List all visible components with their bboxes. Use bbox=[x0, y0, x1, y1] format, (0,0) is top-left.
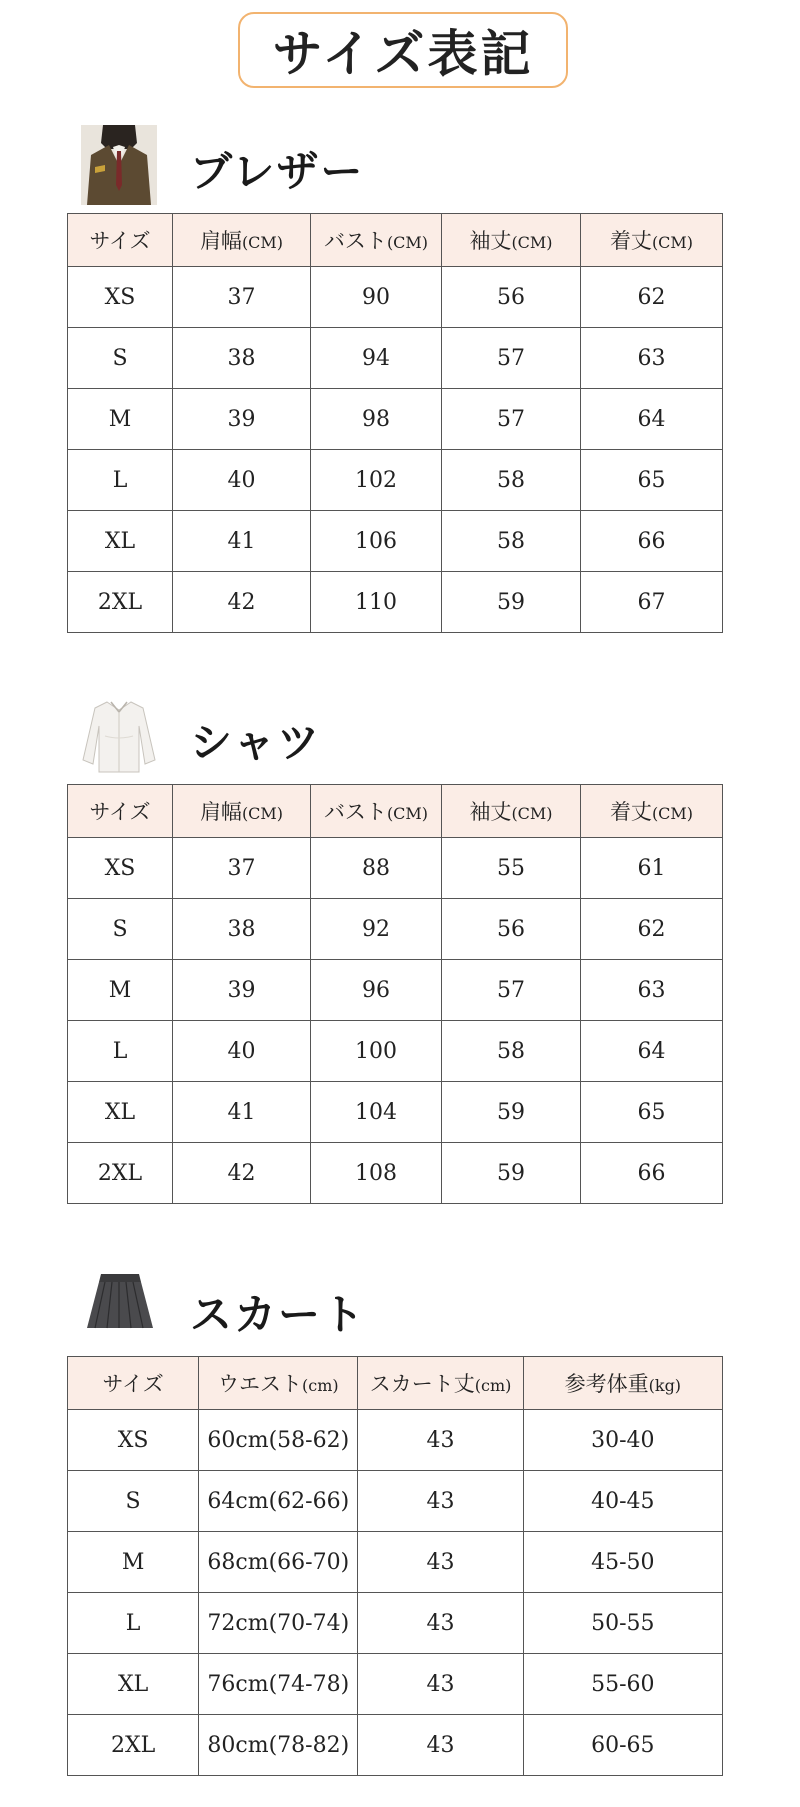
table-cell: 59 bbox=[442, 572, 581, 633]
table-row bbox=[68, 960, 723, 1021]
table-cell: XL bbox=[68, 1654, 199, 1715]
table-row bbox=[68, 899, 723, 960]
table-cell: XS bbox=[68, 1410, 199, 1471]
table-cell: 43 bbox=[358, 1410, 523, 1471]
table-cell: 64 bbox=[581, 389, 723, 450]
column-header: バスト(CM) bbox=[311, 214, 442, 267]
column-header: サイズ bbox=[68, 1357, 199, 1410]
table-cell: 92 bbox=[311, 899, 442, 960]
table-cell: 80cm(78-82) bbox=[199, 1715, 358, 1776]
table-cell: 43 bbox=[358, 1715, 523, 1776]
table-cell: 45-50 bbox=[523, 1532, 722, 1593]
shirt-size-table bbox=[67, 784, 723, 1204]
table-cell: 65 bbox=[581, 450, 723, 511]
table-row bbox=[68, 1593, 723, 1654]
table-row bbox=[68, 389, 723, 450]
table-cell: 60-65 bbox=[523, 1715, 722, 1776]
table-cell: 30-40 bbox=[523, 1410, 722, 1471]
table-row bbox=[68, 267, 723, 328]
table-cell: 37 bbox=[173, 838, 311, 899]
table-cell: L bbox=[68, 1593, 199, 1654]
table-cell: 88 bbox=[311, 838, 442, 899]
column-header: スカート丈(cm) bbox=[358, 1357, 523, 1410]
table-cell: 39 bbox=[173, 960, 311, 1021]
table-cell: 57 bbox=[442, 389, 581, 450]
table-cell: 66 bbox=[581, 1143, 723, 1204]
column-header: サイズ bbox=[68, 785, 173, 838]
table-cell: 57 bbox=[442, 960, 581, 1021]
table-cell: 43 bbox=[358, 1654, 523, 1715]
table-cell: 41 bbox=[173, 1082, 311, 1143]
table-cell: M bbox=[68, 389, 173, 450]
column-header: 袖丈(CM) bbox=[442, 214, 581, 267]
table-cell: 55 bbox=[442, 838, 581, 899]
column-header: 肩幅(CM) bbox=[173, 214, 311, 267]
table-cell: 102 bbox=[311, 450, 442, 511]
table-cell: 50-55 bbox=[523, 1593, 722, 1654]
table-header-row bbox=[68, 1357, 723, 1410]
table-cell: 59 bbox=[442, 1143, 581, 1204]
table-cell: XS bbox=[68, 267, 173, 328]
skirt-photo bbox=[81, 1268, 157, 1348]
table-cell: 64 bbox=[581, 1021, 723, 1082]
table-header-row bbox=[68, 214, 723, 267]
table-cell: 58 bbox=[442, 450, 581, 511]
table-cell: 100 bbox=[311, 1021, 442, 1082]
column-header: 袖丈(CM) bbox=[442, 785, 581, 838]
column-header: 着丈(CM) bbox=[581, 214, 723, 267]
shirt-photo bbox=[81, 696, 157, 776]
table-cell: 98 bbox=[311, 389, 442, 450]
table-cell: 63 bbox=[581, 960, 723, 1021]
table-cell: 62 bbox=[581, 899, 723, 960]
table-cell: 68cm(66-70) bbox=[199, 1532, 358, 1593]
table-cell: 104 bbox=[311, 1082, 442, 1143]
table-cell: 43 bbox=[358, 1532, 523, 1593]
table-cell: 56 bbox=[442, 899, 581, 960]
table-row bbox=[68, 1715, 723, 1776]
table-cell: 40 bbox=[173, 450, 311, 511]
table-cell: 37 bbox=[173, 267, 311, 328]
table-cell: 63 bbox=[581, 328, 723, 389]
blazer-photo bbox=[81, 125, 157, 205]
blazer-size-table bbox=[67, 213, 723, 633]
table-header-row bbox=[68, 785, 723, 838]
table-cell: 110 bbox=[311, 572, 442, 633]
table-row bbox=[68, 1082, 723, 1143]
table-row bbox=[68, 1532, 723, 1593]
table-cell: 90 bbox=[311, 267, 442, 328]
table-cell: XS bbox=[68, 838, 173, 899]
table-cell: 43 bbox=[358, 1471, 523, 1532]
column-header: 参考体重(kg) bbox=[523, 1357, 722, 1410]
table-cell: 94 bbox=[311, 328, 442, 389]
column-header: ウエスト(cm) bbox=[199, 1357, 358, 1410]
section-title: シャツ bbox=[190, 718, 322, 767]
table-row bbox=[68, 572, 723, 633]
table-cell: 57 bbox=[442, 328, 581, 389]
table-row bbox=[68, 328, 723, 389]
table-cell: 41 bbox=[173, 511, 311, 572]
table-cell: 39 bbox=[173, 389, 311, 450]
table-row bbox=[68, 1471, 723, 1532]
table-row bbox=[68, 511, 723, 572]
table-cell: 38 bbox=[173, 899, 311, 960]
table-row bbox=[68, 450, 723, 511]
table-cell: 2XL bbox=[68, 572, 173, 633]
table-cell: 65 bbox=[581, 1082, 723, 1143]
table-cell: 58 bbox=[442, 1021, 581, 1082]
table-cell: 76cm(74-78) bbox=[199, 1654, 358, 1715]
skirt-size-table bbox=[67, 1356, 723, 1776]
section-title: スカート bbox=[190, 1290, 367, 1339]
table-row bbox=[68, 1410, 723, 1471]
table-cell: 55-60 bbox=[523, 1654, 722, 1715]
table-cell: 72cm(70-74) bbox=[199, 1593, 358, 1654]
table-cell: XL bbox=[68, 511, 173, 572]
table-cell: 61 bbox=[581, 838, 723, 899]
table-cell: 58 bbox=[442, 511, 581, 572]
column-header: バスト(CM) bbox=[311, 785, 442, 838]
table-cell: S bbox=[68, 328, 173, 389]
column-header: 着丈(CM) bbox=[581, 785, 723, 838]
table-cell: M bbox=[68, 1532, 199, 1593]
table-cell: 106 bbox=[311, 511, 442, 572]
table-cell: L bbox=[68, 1021, 173, 1082]
table-cell: 42 bbox=[173, 572, 311, 633]
page-title: サイズ表記 bbox=[238, 12, 568, 88]
table-cell: 40-45 bbox=[523, 1471, 722, 1532]
table-row bbox=[68, 1654, 723, 1715]
table-cell: 56 bbox=[442, 267, 581, 328]
table-row bbox=[68, 1021, 723, 1082]
table-cell: S bbox=[68, 1471, 199, 1532]
table-cell: 43 bbox=[358, 1593, 523, 1654]
table-cell: XL bbox=[68, 1082, 173, 1143]
table-cell: 96 bbox=[311, 960, 442, 1021]
table-cell: 38 bbox=[173, 328, 311, 389]
table-cell: 2XL bbox=[68, 1715, 199, 1776]
table-cell: 67 bbox=[581, 572, 723, 633]
table-cell: 42 bbox=[173, 1143, 311, 1204]
column-header: 肩幅(CM) bbox=[173, 785, 311, 838]
table-cell: 62 bbox=[581, 267, 723, 328]
table-cell: 66 bbox=[581, 511, 723, 572]
table-row bbox=[68, 1143, 723, 1204]
table-cell: 108 bbox=[311, 1143, 442, 1204]
table-cell: M bbox=[68, 960, 173, 1021]
table-cell: 40 bbox=[173, 1021, 311, 1082]
table-cell: 2XL bbox=[68, 1143, 173, 1204]
table-cell: 59 bbox=[442, 1082, 581, 1143]
table-row bbox=[68, 838, 723, 899]
table-cell: 64cm(62-66) bbox=[199, 1471, 358, 1532]
section-title: ブレザー bbox=[190, 147, 365, 196]
column-header: サイズ bbox=[68, 214, 173, 267]
table-cell: 60cm(58-62) bbox=[199, 1410, 358, 1471]
table-cell: S bbox=[68, 899, 173, 960]
table-cell: L bbox=[68, 450, 173, 511]
